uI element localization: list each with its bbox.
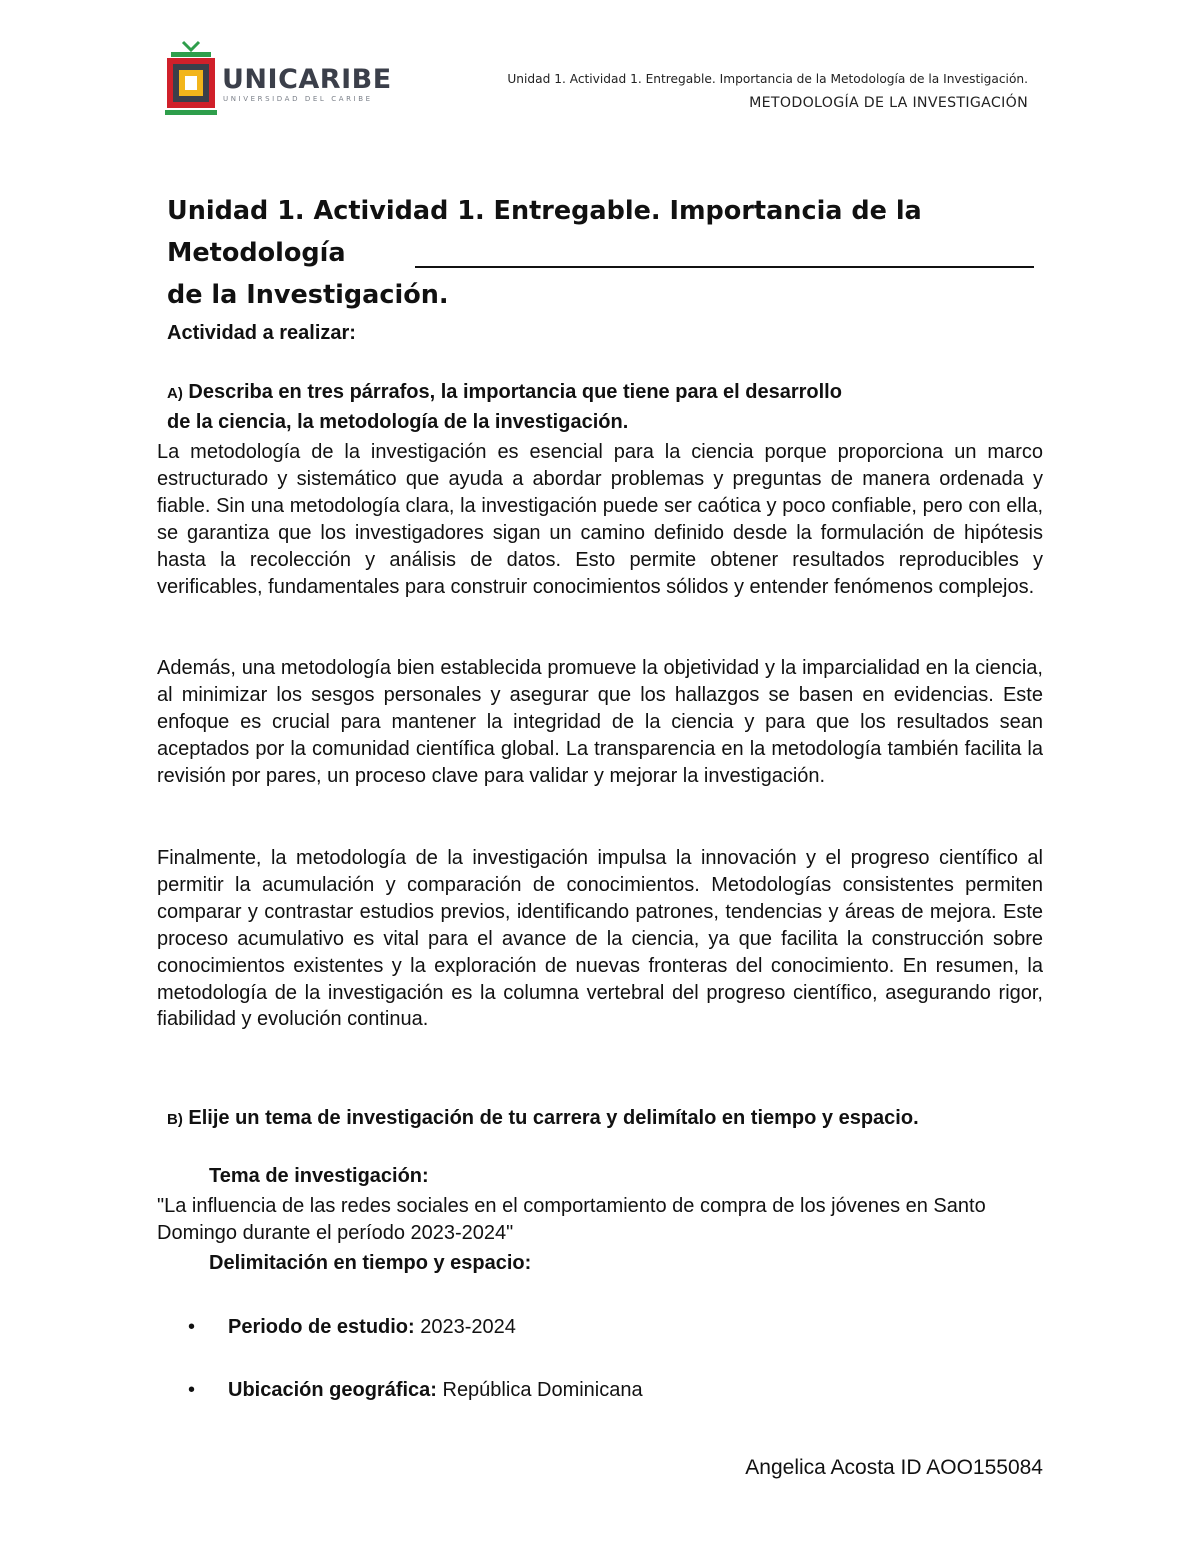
question-a	[167, 378, 1027, 437]
bullet-icon: •	[188, 1379, 196, 1401]
header-document-title: Unidad 1. Actividad 1. Entregable. Importancia de la Metodología de la Investigación.	[507, 72, 1028, 86]
question-b	[167, 1107, 919, 1130]
page-title-line2: de la Investigación.	[167, 280, 449, 310]
bullet-label: Ubicación geográfica:	[228, 1379, 437, 1401]
list-item-periodo	[188, 1316, 516, 1339]
question-b-text: Elije un tema de investigación de tu carrera y delimítalo en tiempo y espacio.	[182, 1107, 919, 1129]
question-a-line2: de la ciencia, la metodología de la investigación.	[167, 411, 629, 433]
page-title	[167, 190, 1034, 316]
bullet-value: República Dominicana	[436, 1379, 643, 1401]
bullet-value: 2023-2024	[414, 1316, 516, 1338]
paragraph-1: La metodología de la investigación es esencial para la ciencia porque proporciona un marco estructurado y sistemático que ayuda a abordar problemas y preguntas de manera ordenada y fiable. Sin una metodología clara, la investigación puede ser caótica y poco confiable, pero con ella, se garantiza que los investigadores sigan un camino definido desde la formulación de hipótesis hasta la recolección y análisis de datos. Esto permite obtener resultados reproducibles y verificables, fundamentales para construir conocimientos sólidos y entender fenómenos complejos.	[157, 441, 1043, 598]
actividad-heading: Actividad a realizar:	[167, 322, 356, 344]
title-underline	[415, 266, 1034, 268]
question-a-line1: Describa en tres párrafos, la importancia que tiene para el desarrollo	[182, 381, 842, 403]
unicaribe-emblem-icon	[165, 38, 217, 118]
paragraph-3: Finalmente, la metodología de la investigación impulsa la innovación y el progreso científico al permitir la acumulación y comparación de conocimientos. Metodologías consistentes permiten comparar y contrastar estudios previos, identificando patrones, tendencias y áreas de mejora. Este proceso acumulativo es vital para el avance de la ciencia, ya que facilita la construcción sobre conocimientos existentes y la exploración de nuevas fronteras del conocimiento. En resumen, la metodología de la investigación es la columna vertebral del progreso científico, asegurando rigor, fiabilidad y evolución continua.	[157, 847, 1043, 1031]
bullet-label: Periodo de estudio:	[228, 1316, 415, 1338]
tema-text: "La influencia de las redes sociales en el comportamiento de compra de los jóvenes en Santo Domingo durante el período 2023-2024"	[157, 1195, 986, 1244]
footer-author: Angelica Acosta ID AOO155084	[745, 1456, 1043, 1479]
unicaribe-logo	[165, 38, 392, 118]
question-a-label: A)	[167, 385, 183, 402]
logo-name: UNICARIBE	[222, 64, 392, 95]
question-b-label: B)	[167, 1111, 183, 1128]
logo-subtitle: UNIVERSIDAD DEL CARIBE	[223, 95, 373, 103]
header-course-name: METODOLOGÍA DE LA INVESTIGACIÓN	[749, 95, 1028, 111]
list-item-ubicacion	[188, 1379, 643, 1402]
paragraph-2: Además, una metodología bien establecida promueve la objetividad y la imparcialidad en la ciencia, al minimizar los sesgos personales y asegurar que los hallazgos se basen en evidencias. Este enfoque es crucial para mantener la integridad de la ciencia y para que los resultados sean aceptados por la comunidad científica global. La transparencia en la metodología también facilita la revisión por pares, un proceso clave para validar y mejorar la investigación.	[157, 657, 1043, 787]
tema-heading: Tema de investigación:	[209, 1165, 429, 1187]
page-title-line1: Unidad 1. Actividad 1. Entregable. Importancia de la Metodología	[167, 196, 922, 268]
bullet-icon: •	[188, 1316, 196, 1338]
delimitacion-heading: Delimitación en tiempo y espacio:	[209, 1252, 532, 1274]
